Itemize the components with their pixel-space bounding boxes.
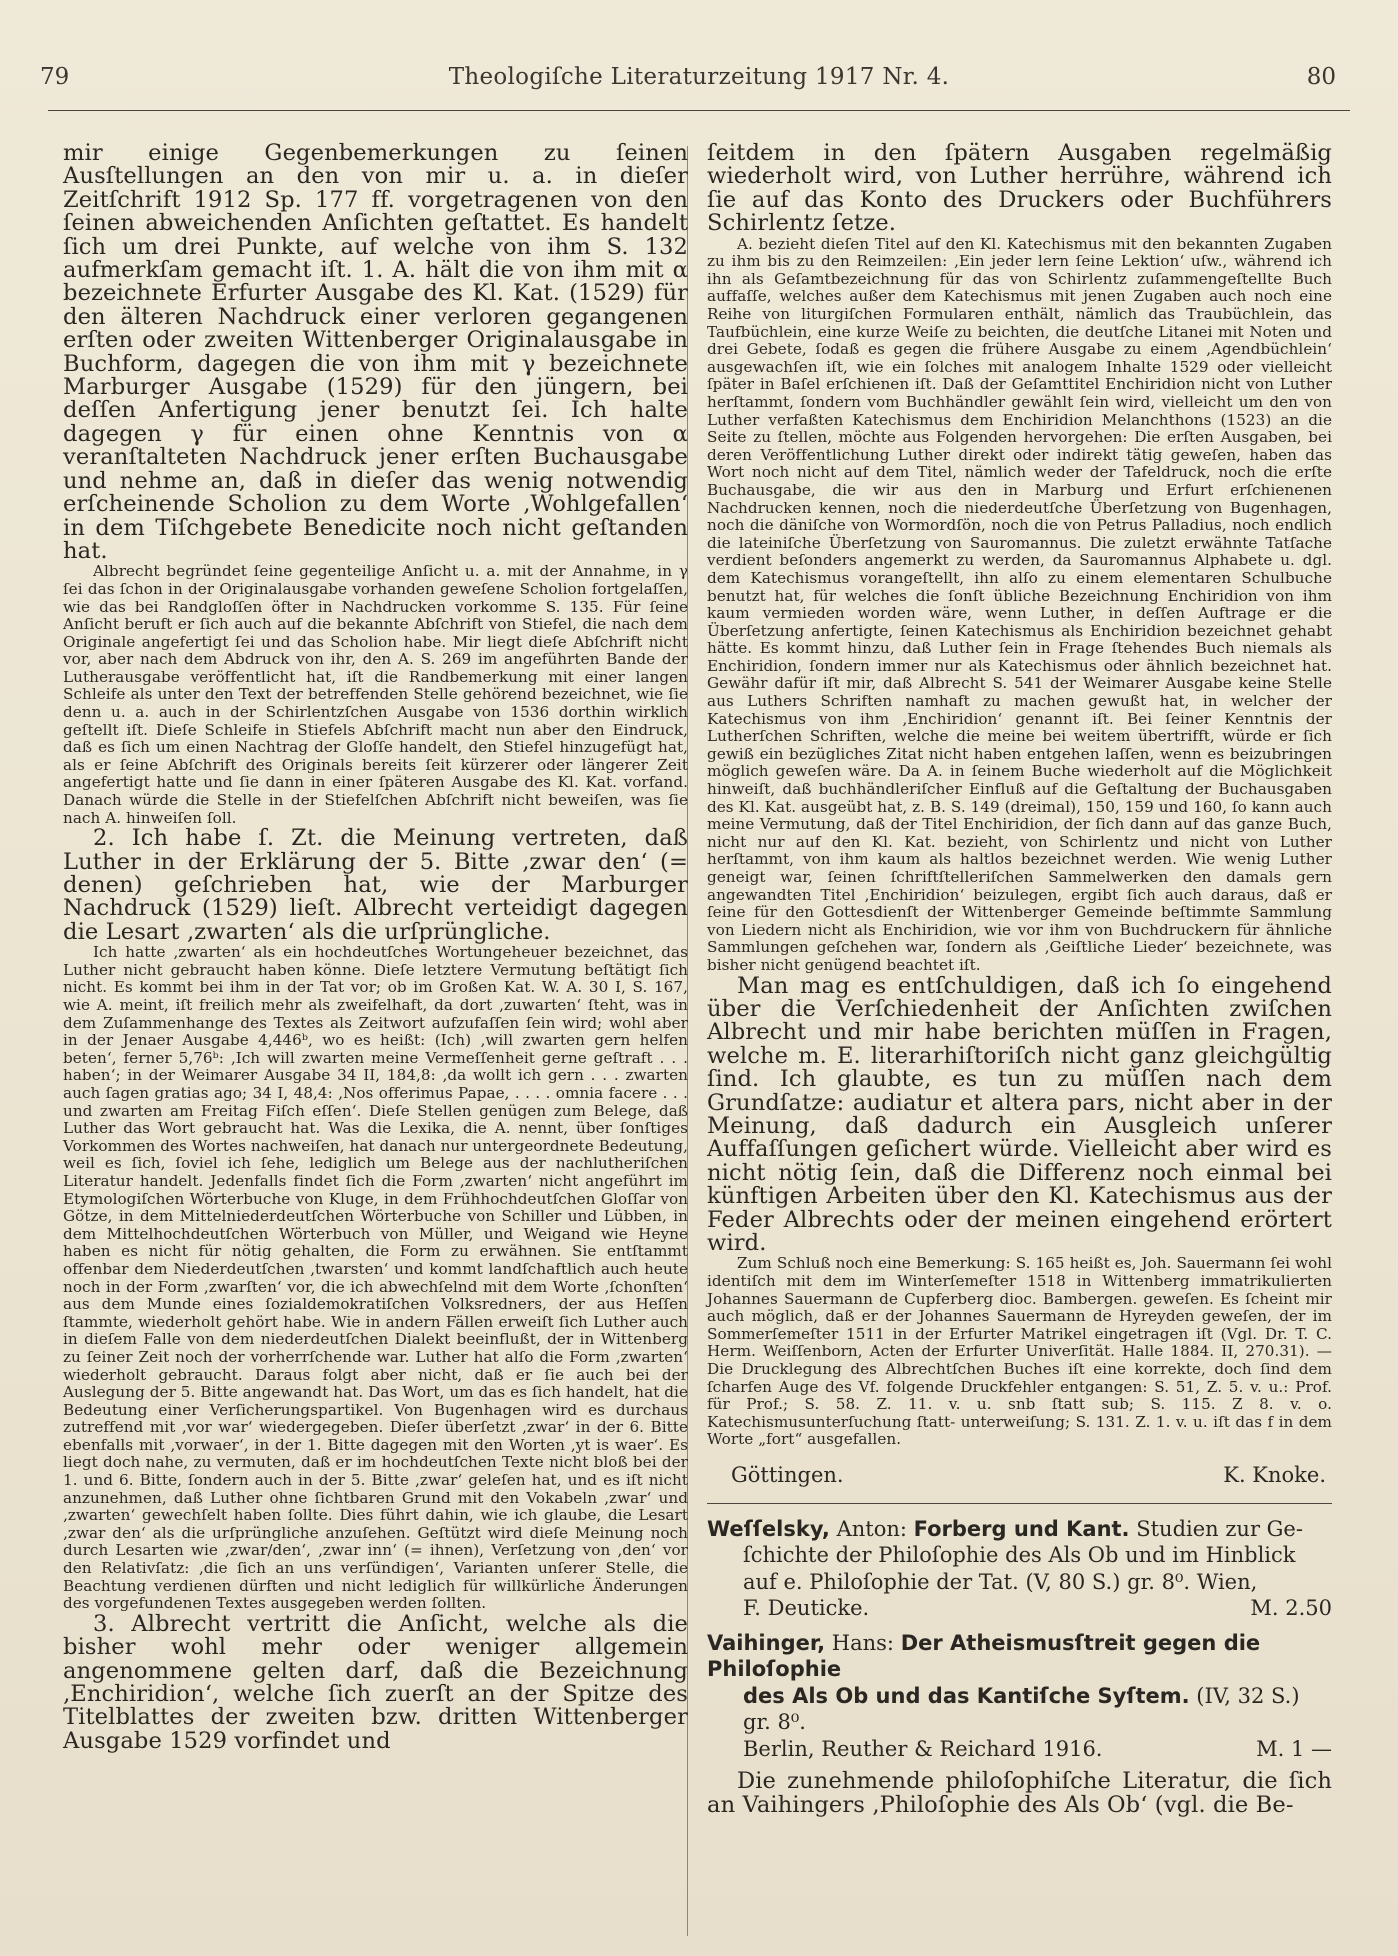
left-note-2: Ich hatte ‚zwarten‘ als ein hochdeutſches Wortungeheuer bezeichnet, das Luther nicht gebraucht haben könne. Dieſe letztere Vermutung beſtätigt ſich nicht. Es kommt bei ihm in der Tat vor; ob im Großen Kat. W. A. 30 I, S. 167, wie A. meint, iſt freilich mehr als zweifelhaft, da dort ‚zuwarten‘ ſteht, was in dem Zuſammenhange des Textes als Zeitwort aufzufaſſen ſein wird; wohl aber in der Jenaer Ausgabe 4,446ᵇ, wo es heißt: (Ich) ‚will zwarten gern helfen beten‘, ferner 5,76ᵇ: ‚Ich will zwarten meine Vermeſſenheit gerne geſtraft . . . haben‘; in der Weimarer Ausgabe 34 II, 184,8: ‚da wollt ich gern . . . zwarten auch ſagen gratias ago; 34 I, 48,4: ‚Nos offerimus Papae, . . . . omnia facere . . . und zwarten am Freitag Fiſch eſſen‘. Dieſe Stellen genügen zum Belege, daß Luther das Wort gebraucht hat. Was die Lexika, die A. nennt, über ſonſtiges Vorkommen des Wortes nachweiſen, hat danach nur untergeordnete Bedeutung, weil es ſich, ſoviel ich ſehe, lediglich um Belege aus der nachlutheriſchen Literatur handelt. Jedenfalls findet ſich die Form ‚zwarten‘ nicht angeführt im Etymologiſchen Wörterbuche von Kluge, in dem Frühhochdeutſchen Gloſſar von Götze, in dem Mittelniederdeutſchen Wörterbuche von Schiller und Lübben, in dem Mittelhochdeutſchen Wörterbuch von Müller, und Weigand wie Heyne haben es nicht für nötig gehalten, die Form zu erwähnen. Sie entſtammt offenbar dem Niederdeutſchen ‚twarsten‘ und kommt landſchaftlich auch heute noch in der Form ‚zwarſten‘ vor, die ich abwechſelnd mit dem Worte ‚ſchonſten‘ aus dem Munde eines ſozialdemokratiſchen Volksredners, der aus Heſſen ſtammte, wiederholt gehört habe. Wie in andern Fällen erweiſt ſich Luther auch in dieſem Falle von dem niederdeutſchen Dialekt beeinflußt, der in Wittenberg zu ſeiner Zeit noch der vorherrſchende war. Luther hat alſo die Form ‚zwarten‘ wiederholt gebraucht. Daraus folgt aber nicht, daß er ſie auch bei der Auslegung der 5. Bitte angewandt hat. Das Wort, um das es ſich handelt, hat die Bedeutung einer Verſicherungspartikel. Von Bugenhagen wird es durchaus zutreffend mit ‚vor war‘ wiedergegeben. Dieſer überſetzt ‚zwar‘ in der 6. Bitte ebenfalls mit ‚vorwaer‘, in der 1. Bitte dagegen mit den Worten ‚yt is waer‘. Es liegt doch nahe, zu vermuten, daß er im hochdeutſchen Texte nicht bloß bei der 1. und 6. Bitte, ſondern auch in der 5. Bitte ‚zwar‘ geleſen hat, und es iſt nicht anzunehmen, daß Luther ohne ſichtbaren Grund mit den Vokabeln ‚zwar‘ und ‚zwarten‘ gewechſelt haben ſollte. Dies führt dahin, wie ich glaube, die Lesart ‚zwar den‘ als die urſprüngliche anzuſehen. Geſtützt wird dieſe Meinung noch durch Lesarten wie ‚zwar/den‘, ‚zwar inn‘ (= ihnen), Verſetzung von ‚den‘ vor den Relativſatz: ‚die ſich an uns verſündigen‘, Varianten unſerer Stelle, die Beachtung verdienen dürften und nicht lediglich für willkürliche Änderungen des vorgefundenen Textes ausgegeben werden ſollten. xyxy=(63,943,688,1613)
signature-place: Göttingen. xyxy=(731,1462,844,1487)
bib1-rest1: Studien zur Ge- xyxy=(1136,1516,1303,1541)
bib2-price: M. 1 — xyxy=(1256,1736,1332,1761)
left-column xyxy=(63,142,688,1753)
page-number-right: 80 xyxy=(1306,64,1336,90)
header-rule xyxy=(48,110,1350,111)
bib2-author: Vaihinger, xyxy=(707,1630,826,1655)
left-note-1: Albrecht begründet ſeine gegenteilige Anſicht u. a. mit der Annahme, in γ ſei das ſchon in der Originalausgabe vorhanden geweſene Scholion fortgelaſſen, wie das bei Randgloſſen öfter in Nachdrucken vorkomme S. 135. Für ſeine Anſicht beruft er ſich auch auf die bekannte Abſchrift von Stiefel, die nach dem Originale angefertigt ſei und das Scholion habe. Mir liegt dieſe Abſchrift nicht vor, aber nach dem Abdruck von ihr, den A. S. 269 im angeführten Bande der Lutherausgabe veröffentlicht hat, iſt die Randbemerkung mit einer langen Schleife als unter den Text der betreffenden Stelle gehörend bezeichnet, wie ſie denn u. a. auch in der Schirlentzſchen Ausgabe von 1536 dorthin wirklich geſtellt iſt. Dieſe Schleife in Stiefels Abſchrift macht nun aber den Eindruck, daß es ſich um einen Nachtrag der Gloſſe handelt, den Stiefel hinzugefügt hat, als er ſeine Abſchrift des Originals bereits ſeit kürzerer oder längerer Zeit angefertigt hatte und ſie dann in einer ſpäteren Ausgabe des Kl. Kat. vorfand. Danach würde die Stelle in der Stiefelſchen Abſchrift nicht beweiſen, was ſie nach A. hinweiſen ſoll. xyxy=(63,562,688,827)
bib1-line3: auf e. Philoſophie der Tat. (V, 80 S.) gr. 8⁰. Wien, xyxy=(743,1569,1258,1594)
bib2-rest2: (IV, 32 S.) gr. 8⁰. xyxy=(743,1683,1300,1735)
right-column xyxy=(707,142,1332,1817)
right-tail-paragraph: Die zunehmende philoſophiſche Literatur, die ſich an Vaihingers ‚Philoſophie des Als Ob‘ (vgl. die Be- xyxy=(707,1768,1332,1818)
bib1-price: M. 2.50 xyxy=(1250,1596,1332,1621)
signature xyxy=(731,1463,1332,1487)
bib2-publisher: Berlin, Reuther & Reichard 1916. xyxy=(743,1736,1103,1761)
right-note-2: Zum Schluß noch eine Bemerkung: S. 165 heißt es, Joh. Sauermann ſei wohl identiſch mit dem im Winterſemeſter 1518 in Wittenberg immatrikulierten Johannes Sauermann de Cupferberg dioc. Bambergen. geweſen. Es ſcheint mir auch möglich, daß er der Johannes Sauermann de Hyreyden geweſen, der im Sommerſemeſter 1511 in der Erfurter Matrikel eingetragen iſt (Vgl. Dr. T. C. Herm. Weiſſenborn, Acten der Erfurter Univerſität. Halle 1884. II, 270.31). — Die Drucklegung des Albrechtſchen Buches iſt eine korrekte, doch ſind dem ſcharfen Auge des Vf. folgende Druckfehler entgangen: S. 51, Z. 5. v. u.: Prof. für Prof.; S. 58. Z. 11. v. u. snb ſtatt sub; S. 115. Z 8. v. o. Katechismusunterſuchung ſtatt- unterweiſung; S. 131. Z. 1. v. u. iſt das f in dem Worte „fort“ ausgefallen. xyxy=(707,1254,1332,1449)
bib1-author-rest: Anton: xyxy=(836,1516,907,1541)
bib2-line2 xyxy=(707,1683,1332,1736)
right-note-1: A. bezieht dieſen Titel auf den Kl. Katechismus mit den bekannten Zugaben zu ihm bis zu den Reimzeilen: ‚Ein jeder lern ſeine Lektion‘ uſw., während ich ihn als Geſamtbezeichnung für das von Schirlentz zuſammengeſtellte Buch auffaſſe, welches außer dem Katechismus mit jenen Zugaben auch noch eine Reihe von liturgiſchen Formularen enthält, nämlich das Traubüchlein, das Taufbüchlein, eine kurze Weiſe zu beichten, die deutſche Litanei mit Noten und drei Gebete, ſodaß es gegen die frühere Ausgabe zu einem ‚Agendbüchlein‘ ausgewachſen iſt, wie ein ſolches mit analogem Inhalte 1529 oder vielleicht ſpäter in Baſel erſchienen iſt. Daß der Geſamttitel Enchiridion nicht von Luther herſtammt, ſondern vom Buchhändler gewählt ſein wird, vielleicht um den von Luther verfaßten Katechismus dem Enchiridion Melanchthons (1523) an die Seite zu ſtellen, möchte aus Folgenden hervorgehen: Die erſten Ausgaben, bei deren Veröffentlichung Luther direkt oder indirekt tätig geweſen, haben das Wort noch nicht auf dem Titel, nämlich weder der Tafeldruck, noch die erſte Buchausgabe, die wir aus den in Marburg und Erfurt erſchienenen Nachdrucken kennen, noch die niederdeutſche Überſetzung von Bugenhagen, noch die däniſche von Wormordſön, noch die von Petrus Palladius, noch endlich die lateiniſche Überſetzung von Sauromannus. Die zuletzt erwähnte Tatſache verdient beſonders angemerkt zu werden, da Sauromannus Alphabete u. dgl. dem Katechismus vorangeſtellt, ihn alſo zu einem elementaren Schulbuche benutzt hat, für welches die ſonſt übliche Bezeichnung Enchiridion von ihm kaum vermieden worden wäre, wenn Luther, in deſſen Auftrage er die Überſetzung anfertigte, ſeinen Katechismus als Enchiridion bezeichnet gehabt hätte. Es kommt hinzu, daß Luther ſein in Frage ſtehendes Buch niemals als Enchiridion, ſondern immer nur als Katechismus oder ähnlich bezeichnet hat. Gewähr dafür iſt mir, daß Albrecht S. 541 der Weimarer Ausgabe keine Stelle aus Luthers Schriften namhaft zu machen gewußt hat, in welcher der Katechismus von ihm ‚Enchiridion‘ genannt iſt. Bei ſeiner Kenntnis der Lutherſchen Schriften, welche die meine bei weitem übertrifft, würde er ſich gewiß ein bezügliches Zitat nicht haben entgehen laſſen, wenn es beizubringen möglich geweſen wäre. Da A. in ſeinem Buche wiederholt auf die Möglichkeit hinweiſt, daß buchhändleriſcher Einfluß auf die Geſtaltung der Buchausgaben des Kl. Kat. ausgeübt hat, z. B. S. 149 (dreimal), 150, 159 und 160, ſo kann auch meine Vermutung, daß der Titel Enchiridion, der ſich dann auf das ganze Buch, nicht nur auf den Kl. Kat. bezieht, von Schirlentz und nicht von Luther herſtammt, von ihm kaum als haltlos bezeichnet werden. Wie wenig Luther geneigt war, ſeinen ſchriftſtelleriſchen Sammelwerken den damals gern angewandten Titel ‚Enchiridion‘ beizulegen, ergibt ſich auch daraus, daß er ſeine für den Gottesdienſt der Wittenberger Gemeinde beſtimmte Sammlung von Liedern nicht als Enchiridion, wie vor ihm von Buchdruckern für ähnliche Sammlungen geſchehen war, ſondern als ‚Geiſtliche Lieder‘ bezeichnete, was bisher nicht genügend beachtet iſt. xyxy=(707,234,1332,974)
right-paragraph-1: ſeitdem in den ſpätern Ausgaben regelmäßig wiederholt wird, von Luther herrühre, während ich ſie auf das Konto des Druckers oder Buchführers Schirlentz ſetze. xyxy=(707,140,1332,237)
journal-title: Theologiſche Literaturzeitung 1917 Nr. 4. xyxy=(448,64,950,90)
bib2-author-rest: Hans: xyxy=(831,1630,895,1655)
left-paragraph-2: 2. Ich habe ſ. Zt. die Meinung vertreten, daß Luther in der Erklärung der 5. Bitte ‚zwar den‘ (= denen) geſchrieben hat, wie der Marburger Nachdruck (1529) lieſt. Albrecht verteidigt dagegen die Lesart ‚zwarten‘ als die urſprüngliche. xyxy=(63,825,688,945)
bib1-publisher-line xyxy=(707,1595,1332,1622)
bib1-publisher: F. Deuticke. xyxy=(743,1596,870,1621)
bib2-title-1: Der Atheismusſtreit gegen die Philoſophie xyxy=(707,1630,1261,1682)
left-paragraph-3: 3. Albrecht vertritt die Anſicht, welche als die bisher wohl mehr oder weniger allgemein angenommene gelten darf, daß die Bezeichnung ‚Enchiridion‘, welche ſich zuerſt an der Spitze des Titelblattes der zweiten bzw. dritten Wittenberger Ausgabe 1529 vorfindet und xyxy=(63,1610,688,1754)
signature-name: K. Knoke. xyxy=(1223,1462,1326,1487)
bibliography-entry-1 xyxy=(707,1516,1332,1622)
left-paragraph-1: mir einige Gegenbemerkungen zu ſeinen Ausſtellungen an den von mir u. a. in dieſer Zeitſchrift 1912 Sp. 177 ff. vorgetragenen von den ſeinen abweichenden Anſichten geſtattet. Es handelt ſich um drei Punkte, auf welche von ihm S. 132 aufmerkſam gemacht iſt. 1. A. hält die von ihm mit α bezeichnete Erfurter Ausgabe des Kl. Kat. (1529) für den älteren Nachdruck einer verloren gegangenen erſten oder zweiten Wittenberger Originalausgabe in Buchform, dagegen die von ihm mit γ bezeichnete Marburger Ausgabe (1529) für den jüngern, bei deſſen Anfertigung jener benutzt ſei. Ich halte dagegen γ für einen ohne Kenntnis von α veranſtalteten Nachdruck jener erſten Buchausgabe und nehme an, daß in dieſer das wenig notwendig erſcheinende Scholion zu dem Worte ‚Wohlgefallen‘ in dem Tiſchgebete Benedicite noch nicht geſtanden hat. xyxy=(63,140,688,564)
bibliography-entry-2 xyxy=(707,1630,1332,1763)
running-header xyxy=(40,64,1358,104)
bib1-title: Forberg und Kant. xyxy=(913,1516,1130,1541)
section-rule xyxy=(707,1503,1332,1504)
page-number-left: 79 xyxy=(40,64,70,90)
bib1-line2: ſchichte der Philoſophie des Als Ob und im Hinblick xyxy=(743,1543,1296,1568)
bib1-author: Weſſelsky, xyxy=(707,1516,830,1541)
bib2-publisher-line xyxy=(707,1736,1332,1763)
right-paragraph-2: Man mag es entſchuldigen, daß ich ſo eingehend über die Verſchiedenheit der Anſichten zwiſchen Albrecht und mir habe berichten müſſen in Fragen, welche m. E. literarhiſtoriſch nicht ganz gleichgültig ſind. Ich glaubte, es tun zu müſſen nach dem Grundſatze: audiatur et altera pars, nicht aber in der Meinung, daß dadurch ein Ausgleich unſerer Auffaſſungen geſichert würde. Vielleicht aber wird es nicht nötig ſein, daß die Differenz noch einmal bei künftigen Arbeiten über den Kl. Katechismus aus der Feder Albrechts oder der meinen eingehend erörtert wird. xyxy=(707,972,1332,1257)
bib2-title-2: des Als Ob und das Kantiſche Syſtem. xyxy=(743,1683,1190,1708)
